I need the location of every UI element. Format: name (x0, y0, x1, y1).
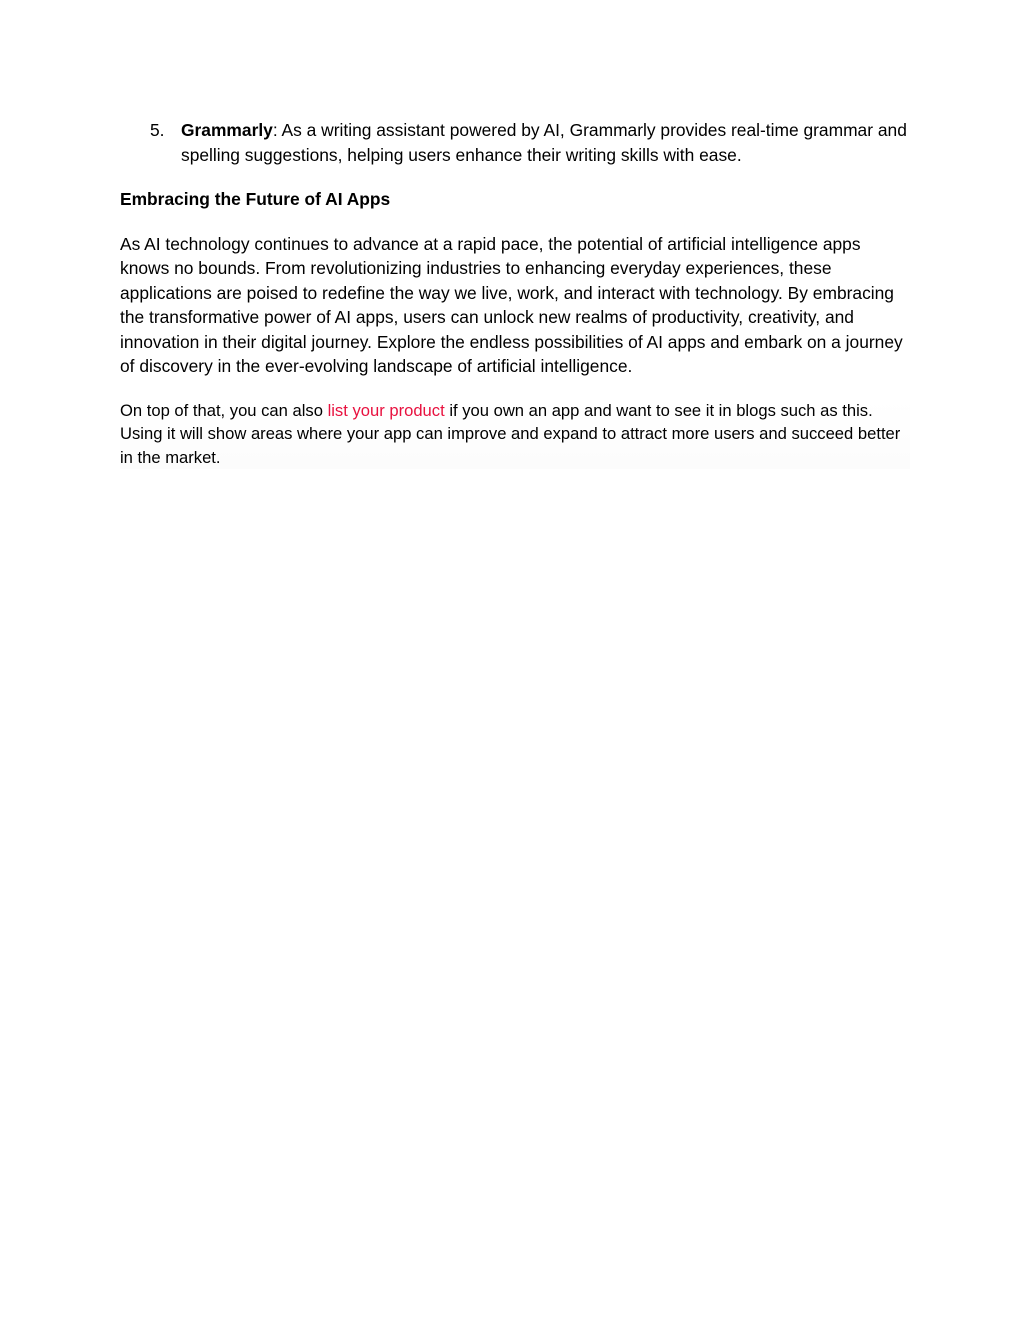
closing-text-after-link: if you own an app and want to see it in blogs such as this. Using it will show areas where your app can improve and expand to attract more users and succeed better in the market. (120, 400, 901, 467)
closing-text-before-link: On top of that, you can also (120, 400, 328, 420)
section-heading: Embracing the Future of AI Apps (120, 189, 391, 209)
numbered-list (120, 118, 910, 167)
closing-paragraph (120, 399, 910, 470)
list-item-number: 5. (150, 120, 165, 140)
list-item-title: Grammarly (181, 120, 273, 140)
document-page (120, 118, 910, 469)
list-your-product-link[interactable]: list your product (327, 400, 445, 420)
section-paragraph: As AI technology continues to advance at a rapid pace, the potential of artificial intelligence apps knows no bounds. From revolutionizing industries to enhancing everyday experiences, these applications are poised to redefine the way we live, work, and interact with technology. By embracing the transformative power of AI apps, users can unlock new realms of productivity, creativity, and innovation in their digital journey. Explore the endless possibilities of AI apps and embark on a journey of discovery in the ever-evolving landscape of artificial intelligence. (120, 233, 903, 376)
list-item (120, 118, 910, 167)
list-item-text: : As a writing assistant powered by AI, Grammarly provides real-time grammar and spelling suggestions, helping users enhance their writing skills with ease. (181, 120, 907, 165)
